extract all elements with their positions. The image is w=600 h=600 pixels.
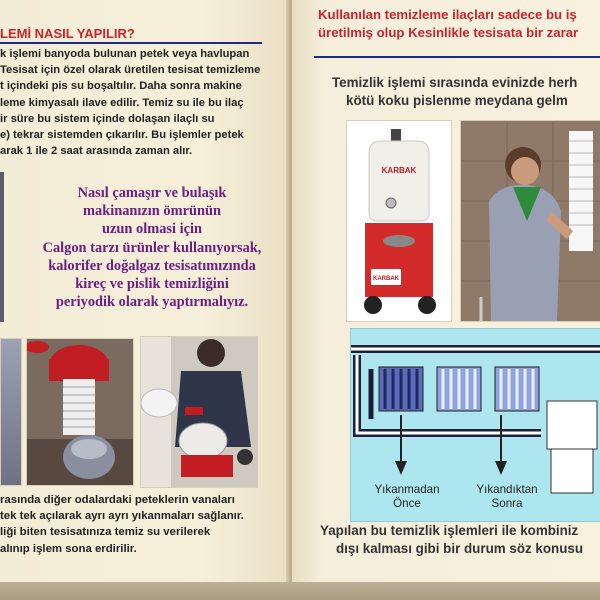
- left-page: [0, 0, 290, 582]
- paragraph-line: e) tekrar sistemden çıkarılır. Bu işlemler petek: [0, 129, 244, 142]
- paragraph-line: ir süre bu sistem içinde dolaşan ilaçlı su: [0, 112, 215, 125]
- left-page-heading: LEMİ NASIL YAPILIR?: [0, 26, 135, 41]
- radiator-clean: [495, 367, 539, 411]
- heading-line: üretilmiş olup Kesinlikle tesisata bir zarar: [318, 25, 579, 40]
- photo-radiator-cropped: [0, 338, 22, 486]
- callout-line: kireç ve pislik temizliğini: [75, 276, 229, 293]
- before-label-line: Önce: [393, 497, 421, 510]
- callout-line: Nasıl çamaşır ve bulaşık: [77, 185, 227, 201]
- paragraph-line: rasında diğer odalardaki peteklerin vanaları: [0, 494, 235, 506]
- paragraph-line: tek tek açılarak ayrı ayrı yıkanmaları sağlanır.: [0, 510, 244, 523]
- callout-line: periyodik olarak yaptırmalıyız.: [55, 294, 249, 311]
- bottom-line: dışı kalması gibi bir durum söz konusu: [336, 541, 584, 556]
- radiator-clean: [437, 367, 481, 411]
- paragraph-line: Tesisat için özel olarak üretilen tesisat temizleme: [0, 64, 261, 77]
- callout-line: makinanızın ömrünün: [83, 203, 221, 220]
- paragraph-line: liği biten tesisatınıza temiz su verilerek: [0, 526, 211, 539]
- machine-label-top: KARBAK: [381, 166, 417, 175]
- paragraph-line: alınıp işlem sona erdirilir.: [0, 542, 137, 555]
- callout-line: uzun olmasi için: [102, 221, 202, 238]
- left-heading-rule: [0, 42, 262, 44]
- callout-line: Calgon tarzı ürünler kullanıyorsak,: [42, 239, 262, 256]
- heading-line: Kullanılan temizleme ilaçları sadece bu iş: [318, 7, 577, 22]
- callout-line: kalorifer doğalgaz tesisatımızında: [48, 257, 256, 274]
- bottom-line: Yapılan bu temizlik işlemleri ile kombiniz: [320, 523, 579, 538]
- intro-line: Temizlik işlemi sırasında evinizde herh: [332, 75, 578, 90]
- after-label-line: Yıkandıktan: [476, 483, 538, 496]
- intro-line: kötü koku pislenme meydana gelm: [346, 93, 568, 108]
- right-bottom-text: [320, 522, 583, 558]
- boiler-unit: [547, 401, 597, 449]
- label-before: [359, 483, 455, 511]
- after-label-line: Sonra: [491, 497, 523, 510]
- label-after: [459, 483, 555, 511]
- left-procedure-paragraph: [0, 46, 278, 159]
- paragraph-line: k işlemi banyoda bulunan petek veya havlupan: [0, 48, 250, 60]
- photo-technician-machine: [140, 336, 258, 488]
- table-surface: [0, 582, 600, 600]
- cropped-photo-edge: [0, 172, 4, 322]
- photo-technician-radiator: [460, 120, 600, 322]
- paragraph-line: t içindeki pis su boşaltılır. Daha sonra makine: [0, 80, 242, 93]
- right-heading-rule: [314, 56, 600, 58]
- right-page: [292, 0, 600, 582]
- before-after-diagram: [350, 328, 600, 522]
- highlight-callout: [34, 184, 270, 311]
- machine-label-bottom: KARBAK: [373, 276, 399, 282]
- paragraph-line: arak 1 ile 2 saat arasında zaman alır.: [0, 145, 193, 158]
- radiator-dirty: [379, 367, 423, 411]
- left-bottom-paragraph: [0, 492, 284, 557]
- paragraph-line: leme kimyasalı ilave edilir. Temiz su ile bu ilaç: [0, 96, 244, 109]
- right-intro-text: [332, 74, 577, 110]
- right-page-heading: [318, 6, 600, 42]
- photo-filter-canister: [26, 338, 134, 486]
- photo-cleaning-machine: [346, 120, 452, 322]
- before-label-line: Yıkanmadan: [374, 483, 440, 496]
